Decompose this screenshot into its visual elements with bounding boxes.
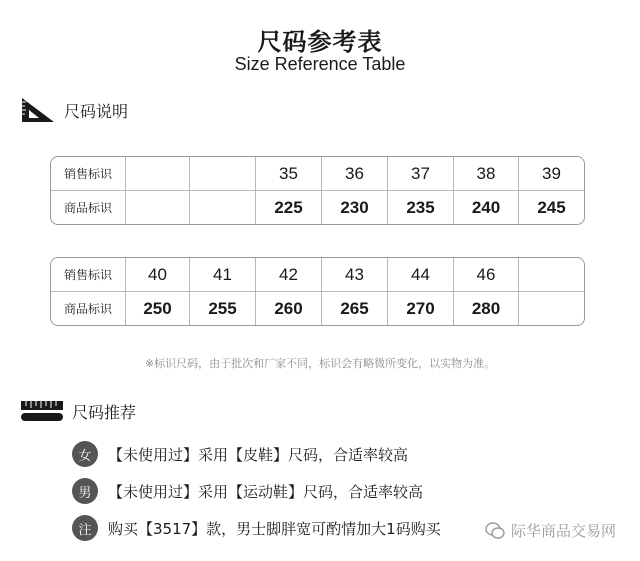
watermark-text: 际华商品交易网 <box>510 522 616 540</box>
table-cell <box>190 191 256 224</box>
wechat-icon <box>485 522 505 540</box>
table-cell <box>519 258 584 292</box>
recommendation-item <box>72 441 408 467</box>
table-cell: 260 <box>256 292 322 325</box>
table-cell: 37 <box>388 157 454 191</box>
table-cell <box>126 191 190 224</box>
female-badge: 女 <box>72 441 98 467</box>
table-cell: 255 <box>190 292 256 325</box>
ruler-icon <box>20 399 64 423</box>
size-table-2 <box>50 257 585 326</box>
table-row <box>51 258 584 292</box>
table-cell: 245 <box>537 197 566 217</box>
table-cell: 240 <box>454 191 519 224</box>
table-cell: 38 <box>454 157 519 191</box>
table-cell <box>519 292 584 325</box>
table-cell: 265 <box>322 292 388 325</box>
table-cell: 230 <box>322 191 388 224</box>
note-badge: 注 <box>72 515 98 541</box>
table-cell: 44 <box>388 258 454 292</box>
section-size-recommend <box>20 399 136 423</box>
page-title: 尺码参考表 <box>257 28 383 56</box>
table-cell: 250 <box>126 292 190 325</box>
table-cell: 40 <box>126 258 190 292</box>
male-badge: 男 <box>72 478 98 504</box>
row-label-product: 商品标识 <box>51 292 126 325</box>
row-label-sales: 销售标识 <box>51 157 126 191</box>
table-cell: 46 <box>454 258 519 292</box>
recommendation-text: 购买【3517】款，男士脚胖宽可酌情加大1码购买 <box>108 519 441 538</box>
recommendation-item <box>72 478 423 504</box>
row-label-product: 商品标识 <box>51 191 126 224</box>
recommendation-item <box>72 515 441 541</box>
table-cell: 39 <box>519 157 584 191</box>
table-cell: 235 <box>388 191 454 224</box>
section-size-explain-label: 尺码说明 <box>64 101 129 121</box>
recommendation-text: 【未使用过】采用【运动鞋】尺码，合适率较高 <box>108 482 424 501</box>
page-subtitle: Size Reference Table <box>234 54 406 74</box>
section-size-recommend-label: 尺码推荐 <box>72 402 137 422</box>
watermark <box>481 518 620 543</box>
size-note: ※标识尺码，由于批次和厂家不同，标识会有略微所变化，以实物为准。 <box>144 357 496 370</box>
section-size-explain <box>20 96 128 124</box>
table-cell: 43 <box>322 258 388 292</box>
table-cell: 270 <box>388 292 454 325</box>
table-cell: 41 <box>190 258 256 292</box>
size-table-1 <box>50 156 585 225</box>
table-cell: 280 <box>454 292 519 325</box>
table-cell: 35 <box>256 157 322 191</box>
table-cell: 42 <box>256 258 322 292</box>
table-cell <box>126 157 190 191</box>
table-cell: 225 <box>256 191 322 224</box>
recommendation-text: 【未使用过】采用【皮鞋】尺码，合适率较高 <box>108 445 409 464</box>
row-label-sales: 销售标识 <box>51 258 126 292</box>
table-cell: 36 <box>322 157 388 191</box>
table-row <box>51 292 584 325</box>
table-row <box>51 157 584 191</box>
table-cell <box>190 157 256 191</box>
triangle-ruler-icon <box>20 96 56 124</box>
table-row <box>51 191 584 224</box>
